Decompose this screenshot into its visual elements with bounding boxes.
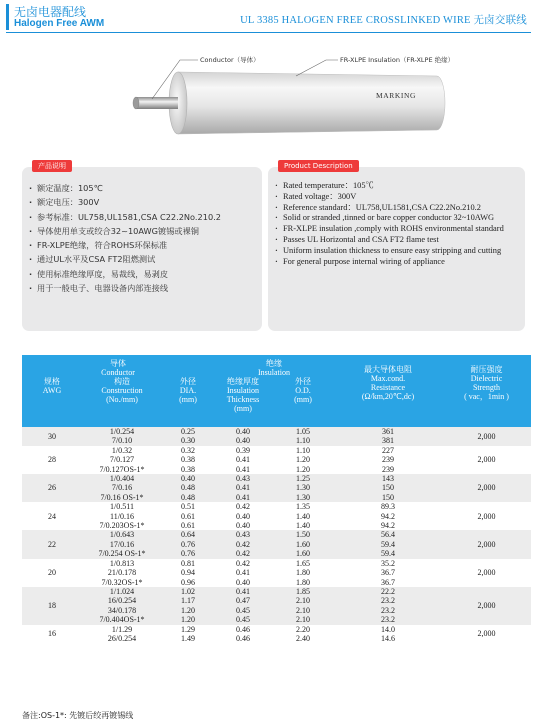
insulation-jacket (178, 72, 445, 134)
dia-cell: 0.76 (162, 549, 214, 558)
dia-cell: 0.38 (162, 455, 214, 464)
title-cn: 无卤电器配线 (14, 5, 87, 19)
awg-cell: 22 (22, 530, 82, 558)
dia-cell: 0.30 (162, 436, 214, 445)
construction-cell: 1/0.511 (82, 502, 162, 511)
awg-cell: 28 (22, 446, 82, 474)
dielectric-cell: 2,000 (442, 625, 531, 644)
insulation-leader (296, 60, 338, 76)
construction-cell: 26/0.254 (82, 634, 162, 643)
od-cell: 1.85 (272, 587, 334, 596)
table-row (22, 587, 531, 596)
resistance-cell: 94.2 (334, 512, 442, 521)
od-cell: 1.60 (272, 549, 334, 558)
resistance-cell: 143 (334, 474, 442, 483)
dia-cell: 0.94 (162, 568, 214, 577)
od-cell: 1.20 (272, 455, 334, 464)
thickness-cell: 0.39 (214, 446, 272, 455)
resistance-cell: 227 (334, 446, 442, 455)
od-cell: 1.40 (272, 521, 334, 530)
thickness-cell: 0.40 (214, 578, 272, 587)
od-cell: 1.60 (272, 540, 334, 549)
description-cn-tag: 产品说明 (32, 160, 72, 172)
description-cn-item: · 额定温度：105℃ (29, 181, 256, 195)
description-en-tag: Product Description (278, 160, 359, 172)
conductor-wire (136, 97, 178, 109)
construction-cell: 7/0.404OS-1* (82, 615, 162, 624)
description-en-box (268, 162, 525, 331)
construction-cell: 21/0.178 (82, 568, 162, 577)
od-cell: 1.35 (272, 502, 334, 511)
footnote: 备注:OS-1*: 先镀后绞再镀锡线 (22, 711, 134, 720)
cable-diagram (0, 36, 537, 166)
construction-header: 构造 Construction (No./mm) (82, 377, 162, 427)
dia-cell: 0.64 (162, 530, 214, 539)
awg-cell: 18 (22, 587, 82, 625)
conductor-group-header: 导体 Conductor (22, 355, 214, 377)
resistance-cell: 94.2 (334, 521, 442, 530)
thickness-cell: 0.47 (214, 596, 272, 605)
construction-cell: 7/0.127OS-1* (82, 465, 162, 474)
marking-text: MARKING (376, 91, 417, 100)
construction-cell: 1/0.254 (82, 427, 162, 436)
thickness-cell: 0.40 (214, 436, 272, 445)
dia-cell: 0.96 (162, 578, 214, 587)
od-cell: 1.80 (272, 568, 334, 577)
resistance-cell: 150 (334, 483, 442, 492)
description-en-item: · Uniform insulation thickness to ensure easy stripping and cutting (275, 246, 519, 257)
thickness-cell: 0.43 (214, 474, 272, 483)
dia-cell: 1.20 (162, 606, 214, 615)
spec-table (22, 355, 531, 643)
dia-cell: 0.48 (162, 483, 214, 492)
resistance-cell: 23.2 (334, 606, 442, 615)
resistance-cell: 23.2 (334, 596, 442, 605)
description-en-item: · For general purpose internal wiring of appliance (275, 257, 519, 268)
resistance-cell: 35.2 (334, 559, 442, 568)
description-cn-item: · 额定电压：300V (29, 195, 256, 209)
od-cell: 1.30 (272, 483, 334, 492)
construction-cell: 34/0.178 (82, 606, 162, 615)
description-cn-list (29, 181, 256, 295)
table-row (22, 474, 531, 483)
table-row (22, 446, 531, 455)
resistance-cell: 89.3 (334, 502, 442, 511)
dielectric-header: 耐压强度 Dielectric Strength ( vac，1min ) (442, 355, 531, 427)
description-cn-item: · 通过UL水平及CSA FT2阻燃测试 (29, 252, 256, 266)
description-cn-item: · 导体使用单支或绞合32~10AWG镀锡或裸铜 (29, 224, 256, 238)
resistance-cell: 23.2 (334, 615, 442, 624)
awg-cell: 16 (22, 625, 82, 644)
thickness-cell: 0.46 (214, 634, 272, 643)
thickness-cell: 0.42 (214, 549, 272, 558)
od-cell: 1.25 (272, 474, 334, 483)
awg-header: 规格 AWG (22, 377, 82, 427)
table-row (22, 502, 531, 511)
product-title: UL 3385 HALOGEN FREE CROSSLINKED WIRE 无卤交联线 (240, 15, 527, 26)
construction-cell: 7/0.10 (82, 436, 162, 445)
resistance-cell: 239 (334, 455, 442, 464)
dia-cell: 0.61 (162, 521, 214, 530)
od-cell: 2.20 (272, 625, 334, 634)
dielectric-cell: 2,000 (442, 587, 531, 625)
thickness-cell: 0.41 (214, 568, 272, 577)
awg-cell: 30 (22, 427, 82, 446)
dia-cell: 0.61 (162, 512, 214, 521)
description-en-item: · Solid or stranded ,tinned or bare copper conductor 32~10AWG (275, 213, 519, 224)
dia-cell: 0.81 (162, 559, 214, 568)
resistance-cell: 150 (334, 493, 442, 502)
awg-cell: 26 (22, 474, 82, 502)
construction-cell: 16/0.254 (82, 596, 162, 605)
od-cell: 2.10 (272, 615, 334, 624)
dielectric-cell: 2,000 (442, 446, 531, 474)
header-accent-bar (6, 4, 9, 30)
thickness-cell: 0.41 (214, 455, 272, 464)
dia-cell: 0.76 (162, 540, 214, 549)
description-cn-item: · 参考标准：UL758,UL1581,CSA C22.2No.210.2 (29, 210, 256, 224)
thickness-cell: 0.45 (214, 606, 272, 615)
construction-cell: 17/0.16 (82, 540, 162, 549)
dielectric-cell: 2,000 (442, 559, 531, 587)
resistance-cell: 14.0 (334, 625, 442, 634)
thickness-cell: 0.41 (214, 493, 272, 502)
insulation-group-header: 绝缘 Insulation (214, 355, 334, 377)
description-en-item: · Passes UL Horizontal and CSA FT2 flame test (275, 235, 519, 246)
resistance-cell: 36.7 (334, 578, 442, 587)
dia-cell: 1.17 (162, 596, 214, 605)
spec-table-head (22, 355, 531, 427)
table-row (22, 530, 531, 539)
description-cn-item: · 用于一般电子、电器设备内部连接线 (29, 281, 256, 295)
conductor-tip (133, 97, 139, 109)
construction-cell: 7/0.203OS-1* (82, 521, 162, 530)
dia-cell: 0.48 (162, 493, 214, 502)
thickness-header: 绝缘厚度 Insulation Thickness (mm) (214, 377, 272, 427)
resistance-header: 最大导体电阻 Max.cond. Resistance (Ω/km,20℃,dc) (334, 355, 442, 427)
description-en-item: · FR-XLPE insulation ,comply with ROHS environmental standard (275, 224, 519, 235)
dia-cell: 0.51 (162, 502, 214, 511)
thickness-cell: 0.41 (214, 465, 272, 474)
description-en-item: · Rated temperature：105℃ (275, 181, 519, 192)
od-cell: 2.10 (272, 596, 334, 605)
od-cell: 2.10 (272, 606, 334, 615)
od-cell: 1.50 (272, 530, 334, 539)
dia-cell: 0.25 (162, 427, 214, 436)
dia-cell: 0.38 (162, 465, 214, 474)
construction-cell: 7/0.16 (82, 483, 162, 492)
thickness-cell: 0.42 (214, 540, 272, 549)
dielectric-cell: 2,000 (442, 502, 531, 530)
od-cell: 1.05 (272, 427, 334, 436)
construction-cell: 1/0.32 (82, 446, 162, 455)
construction-cell: 11/0.16 (82, 512, 162, 521)
dia-cell: 1.49 (162, 634, 214, 643)
table-row (22, 625, 531, 634)
thickness-cell: 0.43 (214, 530, 272, 539)
dia-cell: 1.02 (162, 587, 214, 596)
resistance-cell: 381 (334, 436, 442, 445)
dia-cell: 1.20 (162, 615, 214, 624)
description-en-item: · Reference standard：UL758,UL1581,CSA C22.2No.210.2 (275, 203, 519, 214)
dielectric-cell: 2,000 (442, 474, 531, 502)
resistance-cell: 56.4 (334, 530, 442, 539)
od-cell: 1.10 (272, 446, 334, 455)
title-en: Halogen Free AWM (14, 18, 105, 29)
resistance-cell: 14.6 (334, 634, 442, 643)
spec-table-body (22, 427, 531, 643)
table-row (22, 427, 531, 436)
construction-cell: 7/0.32OS-1* (82, 578, 162, 587)
od-cell: 2.40 (272, 634, 334, 643)
dia-header: 外径 DIA. (mm) (162, 377, 214, 427)
cable-illustration (0, 36, 537, 166)
resistance-cell: 36.7 (334, 568, 442, 577)
description-en-item: · Rated voltage：300V (275, 192, 519, 203)
table-row (22, 559, 531, 568)
resistance-cell: 59.4 (334, 549, 442, 558)
thickness-cell: 0.41 (214, 587, 272, 596)
construction-cell: 7/0.127 (82, 455, 162, 464)
insulation-label: FR-XLPE Insulation（FR-XLPE 绝缘） (340, 56, 455, 64)
od-cell: 1.40 (272, 512, 334, 521)
construction-cell: 1/0.643 (82, 530, 162, 539)
dielectric-cell: 2,000 (442, 530, 531, 558)
header-divider (6, 32, 531, 33)
description-cn-item: · FR-XLPE绝缘，符合ROHS环保标准 (29, 238, 256, 252)
construction-cell: 1/0.813 (82, 559, 162, 568)
thickness-cell: 0.42 (214, 502, 272, 511)
dia-cell: 0.32 (162, 446, 214, 455)
thickness-cell: 0.40 (214, 521, 272, 530)
dia-cell: 1.29 (162, 625, 214, 634)
od-cell: 1.20 (272, 465, 334, 474)
description-cn-item: · 使用标准绝缘厚度，易裁线，易剥皮 (29, 267, 256, 281)
construction-cell: 1/1.024 (82, 587, 162, 596)
thickness-cell: 0.42 (214, 559, 272, 568)
description-cn-box (22, 162, 262, 331)
construction-cell: 1/0.404 (82, 474, 162, 483)
od-cell: 1.30 (272, 493, 334, 502)
construction-cell: 1/1.29 (82, 625, 162, 634)
od-cell: 1.10 (272, 436, 334, 445)
thickness-cell: 0.46 (214, 625, 272, 634)
thickness-cell: 0.41 (214, 483, 272, 492)
resistance-cell: 239 (334, 465, 442, 474)
resistance-cell: 22.2 (334, 587, 442, 596)
dielectric-cell: 2,000 (442, 427, 531, 446)
od-header: 外径 O.D. (mm) (272, 377, 334, 427)
dia-cell: 0.40 (162, 474, 214, 483)
resistance-cell: 59.4 (334, 540, 442, 549)
thickness-cell: 0.40 (214, 512, 272, 521)
description-en-list (275, 181, 519, 267)
od-cell: 1.65 (272, 559, 334, 568)
thickness-cell: 0.45 (214, 615, 272, 624)
construction-cell: 7/0.254 OS-1* (82, 549, 162, 558)
construction-cell: 7/0.16 OS-1* (82, 493, 162, 502)
awg-cell: 24 (22, 502, 82, 530)
thickness-cell: 0.40 (214, 427, 272, 436)
conductor-label: Conductor（导体） (200, 56, 260, 64)
awg-cell: 20 (22, 559, 82, 587)
resistance-cell: 361 (334, 427, 442, 436)
od-cell: 1.80 (272, 578, 334, 587)
